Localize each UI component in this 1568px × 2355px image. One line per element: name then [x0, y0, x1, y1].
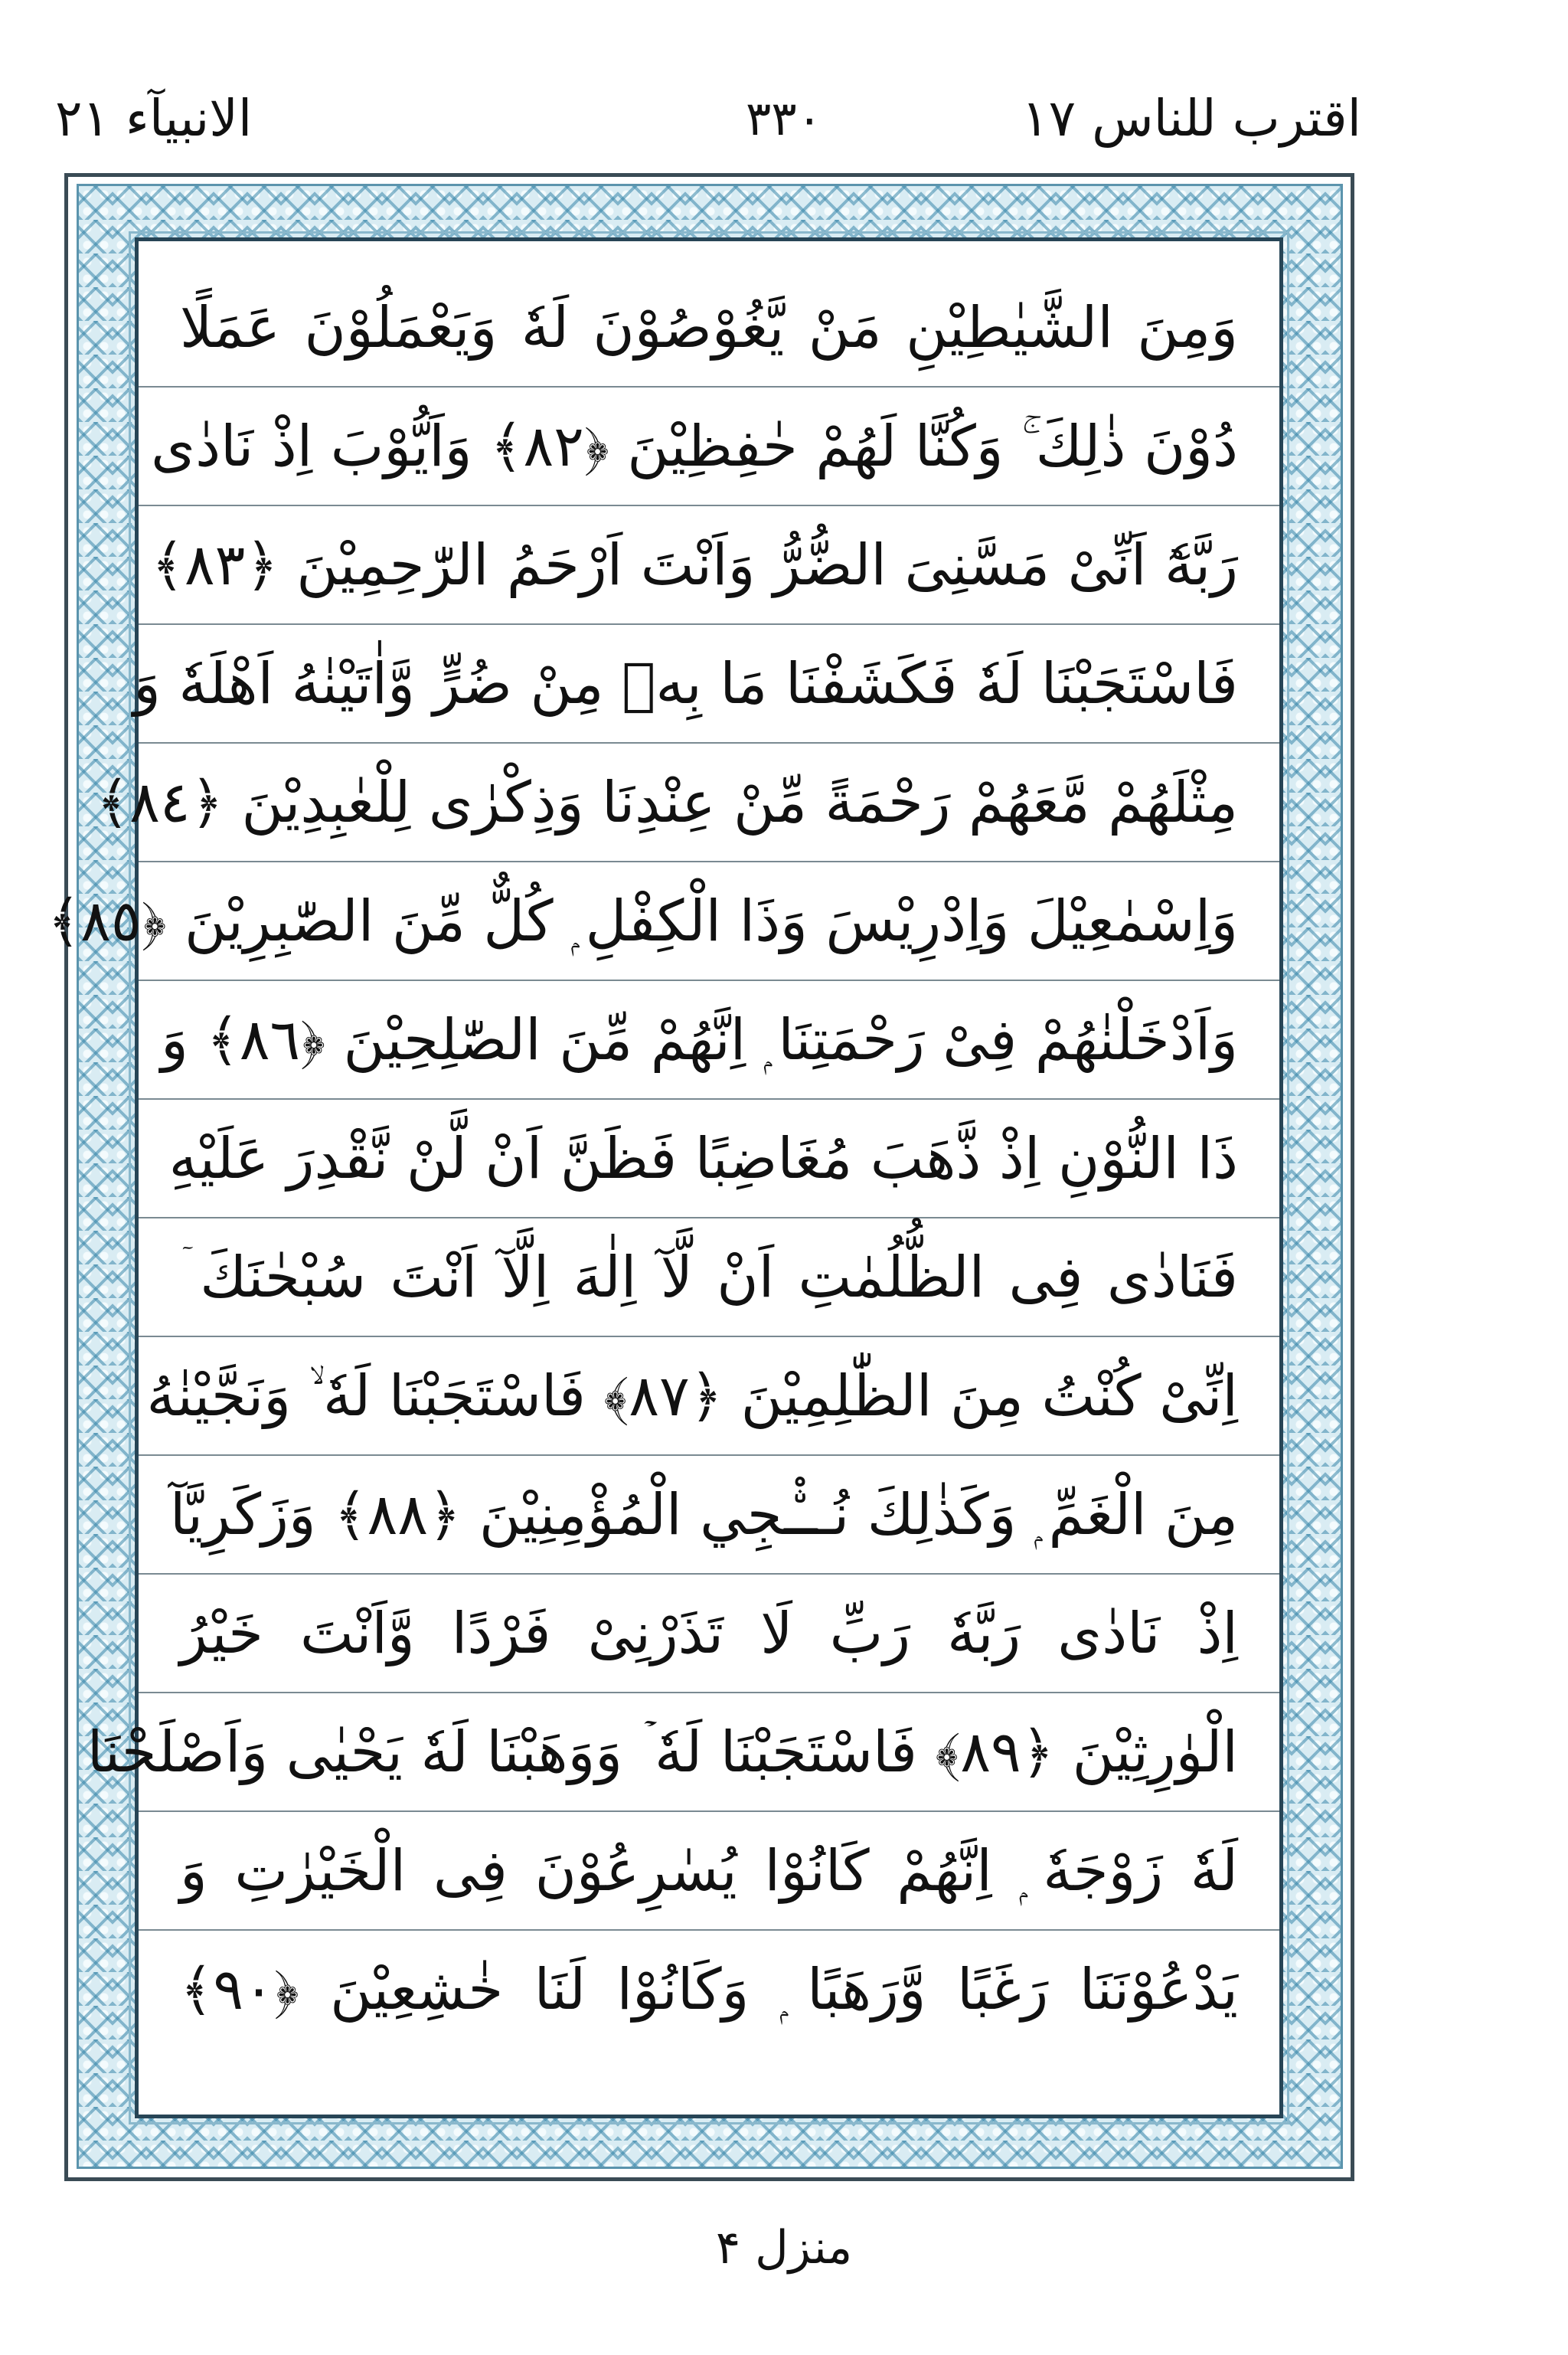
verse-line: دُوْنَ ذٰلِكَ ۚ وَكُنَّا لَهُمْ حٰفِظِيْنَ ﴿٨٢﴾ وَاَيُّوْبَ اِذْ نَادٰى — [139, 388, 1279, 506]
verse-line: مِنَ الْغَمِّ ۭ وَكَذٰلِكَ نُــْۨجِي الْمُؤْمِنِيْنَ ﴿٨٨﴾ وَزَكَرِيَّآ — [139, 1456, 1279, 1575]
page-number: ٣٣٠ — [746, 90, 822, 146]
verse-line: الْوٰرِثِيْنَ ﴿٨٩﴾ فَاسْتَجَبْنَا لَهٗ ۡ وَوَهَبْنَا لَهٗ يَحْيٰى وَاَصْلَحْنَا — [139, 1693, 1279, 1812]
verse-line: فَنَادٰى فِى الظُّلُمٰتِ اَنْ لَّآ اِلٰهَ اِلَّآ اَنْتَ سُبْحٰنَكَ ۤ — [139, 1218, 1279, 1337]
verse-line: اِنِّىْ كُنْتُ مِنَ الظّٰلِمِيْنَ ﴿٨٧﴾ فَاسْتَجَبْنَا لَهٗ ۙ وَنَجَّيْنٰهُ — [139, 1337, 1279, 1456]
verse-lines — [47, 269, 1279, 2049]
verse-line: اِذْ نَادٰى رَبَّهٗ رَبِّ لَا تَذَرْنِىْ فَرْدًا وَّاَنْتَ خَيْرُ — [139, 1575, 1279, 1693]
verse-line: رَبَّهٗٓ اَنِّىْ مَسَّنِىَ الضُّرُّ وَاَنْتَ اَرْحَمُ الرّٰحِمِيْنَ ﴿٨٣﴾ — [139, 506, 1279, 625]
verse-line: وَاِسْمٰعِيْلَ وَاِدْرِيْسَ وَذَا الْكِفْلِ ۭ كُلٌّ مِّنَ الصّٰبِرِيْنَ ﴿٨٥﴾ — [139, 862, 1279, 981]
juz-title: اقترب للناس ١٧ — [1021, 89, 1361, 148]
verse-line: يَدْعُوْنَنَا رَغَبًا وَّرَهَبًا ۭ وَكَانُوْا لَنَا خٰشِعِيْنَ ﴿٩٠﴾ — [180, 1957, 1238, 2023]
verse-line: فَاسْتَجَبْنَا لَهٗ فَكَشَفْنَا مَا بِهٖ مِنْ ضُرٍّ وَّاٰتَيْنٰهُ اَهْلَهٗ وَ — [139, 625, 1279, 744]
surah-title: الانبيآء ٢١ — [55, 89, 253, 148]
verse-text-panel — [47, 237, 1283, 2118]
verse-line: ذَا النُّوْنِ اِذْ ذَّهَبَ مُغَاضِبًا فَظَنَّ اَنْ لَّنْ نَّقْدِرَ عَلَيْهِ — [139, 1100, 1279, 1218]
verse-line: وَاَدْخَلْنٰهُمْ فِىْ رَحْمَتِنَا ۭ اِنَّهُمْ مِّنَ الصّٰلِحِيْنَ ﴿٨٦﴾ وَ — [139, 981, 1279, 1100]
manzil-footer: منزل ۴ — [715, 2221, 853, 2275]
verse-line: وَمِنَ الشَّيٰطِيْنِ مَنْ يَّغُوْصُوْنَ لَهٗ وَيَعْمَلُوْنَ عَمَلًا — [139, 269, 1279, 388]
verse-line: مِثْلَهُمْ مَّعَهُمْ رَحْمَةً مِّنْ عِنْدِنَا وَذِكْرٰى لِلْعٰبِدِيْنَ ﴿٨٤﴾ — [139, 744, 1279, 862]
verse-line: لَهٗ زَوْجَهٗ ۭ اِنَّهُمْ كَانُوْا يُسٰرِعُوْنَ فِى الْخَيْرٰتِ وَ — [139, 1812, 1279, 1931]
